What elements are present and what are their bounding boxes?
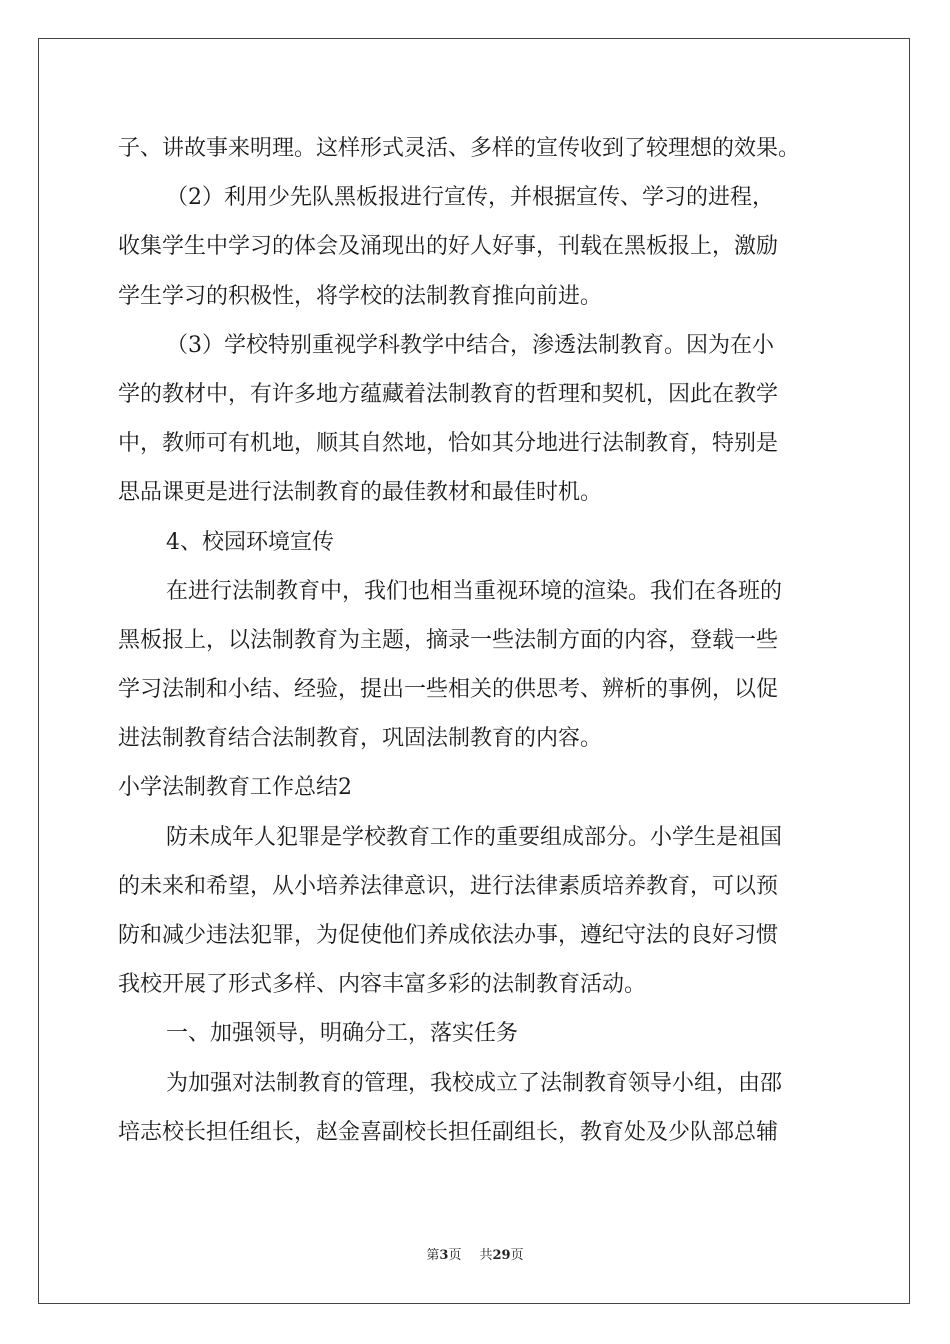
page-prefix: 第: [426, 1248, 440, 1263]
text-line: （3）学校特别重视学科教学中结合，渗透法制教育。因为在小: [166, 332, 774, 358]
document-body: [118, 124, 834, 1157]
section-heading: 4、校园环境宣传: [166, 529, 334, 555]
section-heading: 一、加强领导，明确分工，落实任务: [166, 1021, 519, 1047]
text-line: 在进行法制教育中，我们也相当重视环境的渲染。我们在各班的: [166, 578, 783, 604]
text-line: 的未来和希望，从小培养法律意识，进行法律素质培养教育，可以预: [118, 873, 779, 899]
page-suffix: 页: [448, 1248, 462, 1263]
text-line: 黑板报上，以法制教育为主题，摘录一些法制方面的内容，登载一些: [118, 627, 779, 653]
text-line: 学的教材中，有许多地方蕴藏着法制教育的哲理和契机，因此在教学: [118, 381, 779, 407]
text-line: 中，教师可有机地，顺其自然地，恰如其分地进行法制教育，特别是: [118, 431, 779, 457]
total-pages: 29: [492, 1248, 511, 1263]
text-line: 防未成年人犯罪是学校教育工作的重要组成部分。小学生是祖国: [166, 824, 783, 850]
text-line: 学习法制和小结、经验，提出一些相关的供思考、辨析的事例，以促: [118, 677, 779, 703]
total-prefix: 共: [479, 1248, 493, 1263]
text-line: 子、讲故事来明理。这样形式灵活、多样的宣传收到了较理想的效果。: [118, 136, 801, 161]
text-line: 收集学生中学习的体会及涌现出的好人好事，刊载在黑板报上，激励: [118, 234, 779, 260]
page-footer: [0, 1244, 950, 1263]
text-line: 学生学习的积极性，将学校的法制教育推向前进。: [118, 283, 603, 309]
text-line: 为加强对法制教育的管理，我校成立了法制教育领导小组，由邵: [166, 1070, 783, 1096]
text-line: 思品课更是进行法制教育的最佳教材和最佳时机。: [118, 480, 603, 506]
text-line: 进法制教育结合法制教育，巩固法制教育的内容。: [118, 726, 603, 752]
page-number: 3: [439, 1248, 449, 1263]
document-title: 小学法制教育工作总结2: [118, 775, 352, 801]
text-line: 防和减少违法犯罪，为促使他们养成依法办事，遵纪守法的良好习惯: [118, 923, 779, 948]
text-line: 培志校长担任组长，赵金喜副校长担任副组长，教育处及少队部总辅: [118, 1119, 779, 1145]
text-line: 我校开展了形式多样、内容丰富多彩的法制教育活动。: [118, 972, 647, 998]
text-line: （2）利用少先队黑板报进行宣传，并根据宣传、学习的进程，: [166, 185, 774, 211]
total-suffix: 页: [510, 1248, 524, 1263]
